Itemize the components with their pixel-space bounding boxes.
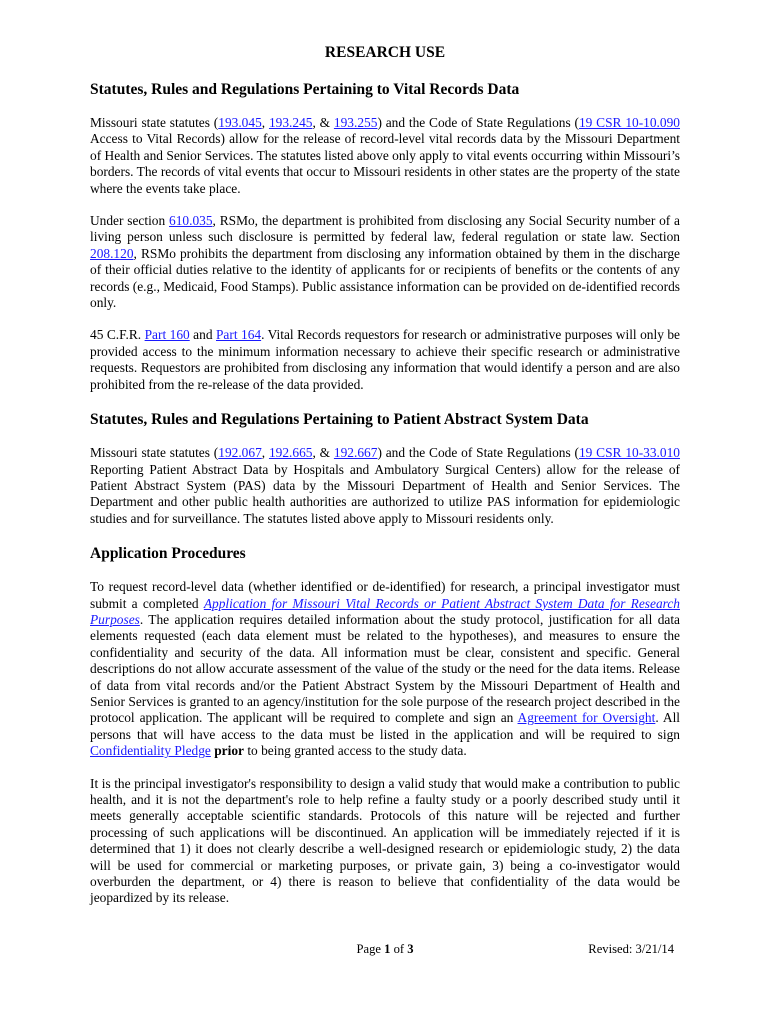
page-number: Page 1 of 3: [356, 942, 414, 956]
link-agreement-for-oversight[interactable]: Agreement for Oversight: [517, 710, 656, 726]
document-body: [90, 44, 680, 907]
link-part-160[interactable]: Part 160: [144, 327, 190, 343]
link-confidentiality-pledge[interactable]: Confidentiality Pledge: [90, 743, 211, 759]
link-192-665[interactable]: 192.665: [268, 445, 313, 461]
paragraph-cfr: 45 C.F.R. Part 160 and Part 164. Vital Records requestors for research or administrative purposes will only be provided access to the minimum information necessary to achieve their specific research or administrative requests. Requestors are prohibited from disclosing any information that would identify a person and are also prohibited from the re-release of the data provided.: [90, 327, 680, 392]
paragraph-vital-records-statutes: Missouri state statutes (193.045, 193.245, & 193.255) and the Code of State Regulations (19 CSR 10-10.090 Access to Vital Records) allow for the release of record-level vital records data by the Missouri Department of Health and Senior Services. The statutes listed above only apply to vital events occurring within Missouri’s borders. The records of vital events that occur to Missouri residents in other states are the property of the state where the events take place.: [90, 115, 680, 196]
document-title: RESEARCH USE: [324, 44, 446, 61]
link-193-245[interactable]: 193.245: [268, 115, 313, 130]
link-193-045[interactable]: 193.045: [218, 115, 262, 130]
link-part-164[interactable]: Part 164: [215, 327, 262, 343]
paragraph-ssn-disclosure: Under section 610.035, RSMo, the department is prohibited from disclosing any Social Security number of a living person unless such disclosure is permitted by federal law, federal regulation or state law. Section 208.120, RSMo prohibits the department from disclosing any information obtained by them in the discharge of their official duties relative to the identity of applicants for or recipients of benefits or the contents of any records (e.g., Medicaid, Food Stamps). Public assistance information can be provided on de-identified records only.: [90, 213, 681, 311]
section-heading-patient-abstract: Statutes, Rules and Regulations Pertaining to Patient Abstract System Data: [90, 411, 589, 429]
link-192-667[interactable]: 192.667: [333, 445, 378, 461]
paragraph-pi-responsibility: It is the principal investigator's responsibility to design a valid study that would make a contribution to public health, and it is not the department's role to help refine a faulty study or a poorly described study until it meets generally acceptable scientific standards. Protocols of this nature will be rejected and further processing of such applications will be discontinued. An application will be immediately rejected if it is determined that 1) it does not clearly describe a well-designed research or epidemiologic study, 2) the data will be used for commercial or marketing purposes, or private gain, 3) being a co-investigator would overburden the department, or 4) there is reason to believe that confidentiality of the data would be jeopardized by its release.: [90, 775, 680, 906]
link-application-form[interactable]: Application for Missouri Vital Records or Patient Abstract System Data for Research Purposes: [90, 595, 680, 627]
link-208-120[interactable]: 208.120: [90, 245, 134, 261]
page-footer: [90, 942, 680, 960]
link-19-csr-10-33-010[interactable]: 19 CSR 10-33.010: [578, 445, 680, 461]
section-heading-application-procedures: Application Procedures: [90, 545, 246, 563]
paragraph-application-request: To request record-level data (whether identified or de-identified) for research, a principal investigator must submit a completed Application for Missouri Vital Records or Patient Abstract System Data for Research Purposes. The application requires detailed information about the study protocol, justification for all data elements requested (each data element must be related to the hypotheses), and measures to ensure the confidentiality and security of the data. All information must be clear, consistent and specific. General descriptions do not allow accurate assessment of the value of the study or the need for the data items. Release of data from vital records and/or the Patient Abstract System by the Missouri Department of Health and Senior Services is granted to an agency/institution for the sole purpose of the research project described in the protocol application. The applicant will be required to complete and sign an Agreement for Oversight. All persons that will have access to the data must be listed in the application and will be required to sign Confidentiality Pledge prior to being granted access to the study data.: [90, 579, 681, 759]
paragraph-pas-statutes: Missouri state statutes (192.067, 192.665, & 192.667) and the Code of State Regulations (19 CSR 10-33.010 Reporting Patient Abstract Data by Hospitals and Ambulatory Surgical Centers) allow for the release of Patient Abstract System (PAS) data by the Missouri Department of Health and Senior Services. The Department and other public health authorities are authorized to utilize PAS information for epidemiologic studies and for surveillance. The statutes listed above apply to Missouri residents only.: [90, 445, 680, 526]
revised-date: Revised: 3/21/14: [588, 942, 674, 956]
link-193-255[interactable]: 193.255: [333, 115, 378, 130]
link-192-067[interactable]: 192.067: [218, 445, 262, 461]
link-610-035[interactable]: 610.035: [169, 213, 213, 229]
link-19-csr-10-10-090[interactable]: 19 CSR 10-10.090: [578, 115, 680, 130]
section-heading-vital-records: Statutes, Rules and Regulations Pertaining to Vital Records Data: [90, 81, 520, 98]
